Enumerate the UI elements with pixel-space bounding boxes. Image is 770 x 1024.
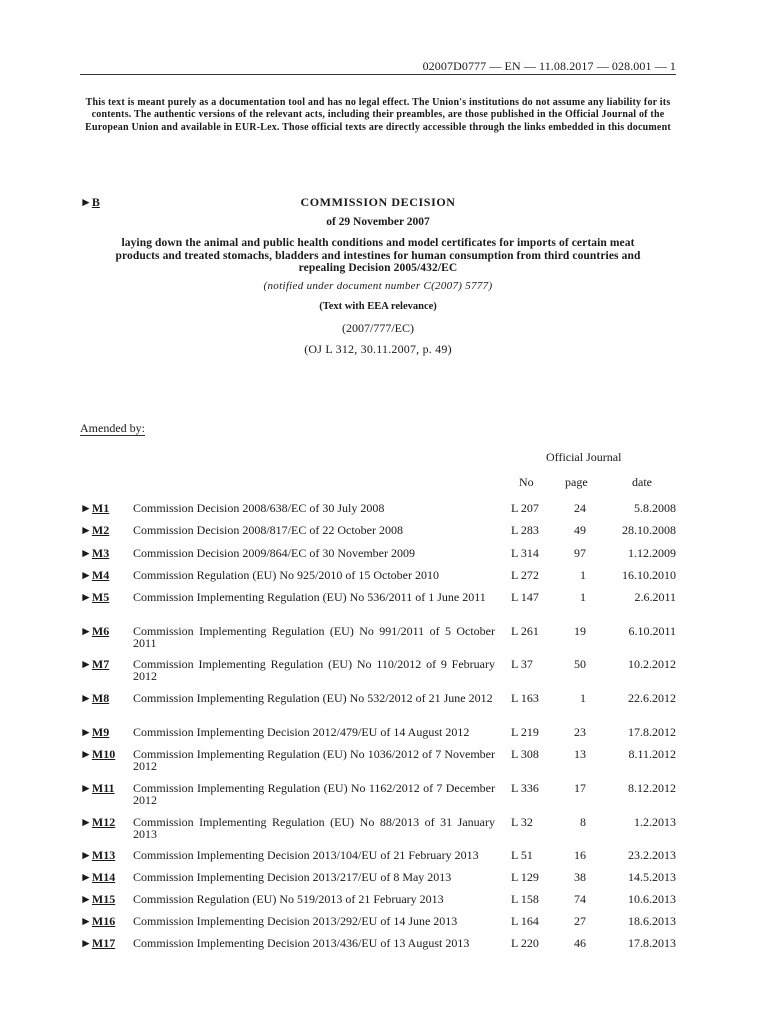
amendment-description: Commission Decision 2008/817/EC of 22 October 2008 xyxy=(133,523,403,537)
oj-page: 74 xyxy=(574,892,586,906)
amendment-link[interactable]: M5 xyxy=(91,590,110,604)
oj-page: 17 xyxy=(574,781,586,795)
arrow-marker-icon: ► xyxy=(80,691,92,705)
official-journal-heading: Official Journal xyxy=(546,450,622,464)
oj-page: 1 xyxy=(580,691,586,705)
oj-date: 10.6.2013 xyxy=(628,892,676,906)
oj-date: 6.10.2011 xyxy=(628,624,676,638)
amendment-marker xyxy=(80,871,115,883)
amendment-description: Commission Implementing Regulation (EU) No 1162/2012 of 7 December 2012 xyxy=(133,781,495,807)
oj-date: 17.8.2012 xyxy=(628,725,676,739)
oj-date: 28.10.2008 xyxy=(622,523,676,537)
amendment-marker xyxy=(80,893,115,905)
arrow-marker-icon: ► xyxy=(80,747,92,761)
oj-number: L 129 xyxy=(511,870,539,884)
amendment-link[interactable]: M10 xyxy=(91,747,116,761)
oj-date: 18.6.2013 xyxy=(628,914,676,928)
arrow-marker-icon: ► xyxy=(80,870,92,884)
amendment-description: Commission Implementing Decision 2013/292/EU of 14 June 2013 xyxy=(133,914,458,928)
oj-date: 23.2.2013 xyxy=(628,848,676,862)
amendment-marker xyxy=(80,625,109,637)
amendment-link[interactable]: M7 xyxy=(91,657,110,671)
column-header-no: No xyxy=(519,475,534,489)
oj-page: 13 xyxy=(574,747,586,761)
amendment-link[interactable]: M12 xyxy=(91,815,116,829)
amendment-marker xyxy=(80,591,109,603)
oj-date: 14.5.2013 xyxy=(628,870,676,884)
arrow-marker-icon: ► xyxy=(80,848,92,862)
amendment-description: Commission Implementing Regulation (EU) No 88/2013 of 31 January 2013 xyxy=(133,815,495,841)
document-title: COMMISSION DECISION xyxy=(300,195,456,209)
oj-number: L 220 xyxy=(511,936,539,950)
amendment-description: Commission Implementing Decision 2013/436/EU of 13 August 2013 xyxy=(133,936,470,950)
notified-note: (notified under document number C(2007) 5777) xyxy=(263,280,493,292)
arrow-marker-icon: ► xyxy=(80,914,92,928)
amendment-link[interactable]: M1 xyxy=(91,501,110,515)
amendment-link[interactable]: M16 xyxy=(91,914,116,928)
amendment-marker xyxy=(80,915,115,927)
amendment-description: Commission Decision 2009/864/EC of 30 November 2009 xyxy=(133,546,415,560)
amendment-marker xyxy=(80,937,115,949)
oj-page: 8 xyxy=(580,815,586,829)
amendment-link[interactable]: M11 xyxy=(91,781,115,795)
arrow-marker-icon: ► xyxy=(80,546,92,560)
oj-date: 2.6.2011 xyxy=(634,590,676,604)
amendment-marker xyxy=(80,658,109,670)
oj-page: 46 xyxy=(574,936,586,950)
disclaimer-text: This text is meant purely as a documentation tool and has no legal effect. The Union's institutions do not assume any liability for its contents. The authentic versions of the relevant acts, including their preambles, are those published in the Official Journal of the European Union and available in EUR-Lex. Those official texts are directly accessible through the links embedded in this document xyxy=(85,97,671,133)
oj-number: L 207 xyxy=(511,501,539,515)
document-subject: laying down the animal and public health conditions and model certificates for imports of certain meat products and treated stomachs, bladders and intestines for human consumption from third countries and repealing Decision 2005/432/EC xyxy=(115,237,641,274)
oj-number: L 32 xyxy=(511,815,533,829)
oj-date: 8.11.2012 xyxy=(628,747,676,761)
amendment-marker xyxy=(80,748,115,760)
oj-page: 49 xyxy=(574,523,586,537)
basic-act-link[interactable]: B xyxy=(91,195,100,209)
amendment-link[interactable]: M14 xyxy=(91,870,116,884)
arrow-marker-icon: ► xyxy=(80,568,92,582)
oj-number: L 37 xyxy=(511,657,533,671)
arrow-marker-icon: ► xyxy=(80,523,92,537)
oj-number: L 283 xyxy=(511,523,539,537)
amendment-marker xyxy=(80,782,115,794)
oj-number: L 158 xyxy=(511,892,539,906)
amendment-marker xyxy=(80,569,109,581)
oj-page: 38 xyxy=(574,870,586,884)
amendment-description: Commission Implementing Decision 2013/104/EU of 21 February 2013 xyxy=(133,848,479,862)
oj-date: 16.10.2010 xyxy=(622,568,676,582)
arrow-marker-icon: ► xyxy=(80,624,92,638)
amendment-link[interactable]: M2 xyxy=(91,523,110,537)
oj-number: L 51 xyxy=(511,848,533,862)
oj-date: 10.2.2012 xyxy=(628,657,676,671)
oj-date: 5.8.2008 xyxy=(634,501,676,515)
amendment-link[interactable]: M6 xyxy=(91,624,110,638)
amendment-link[interactable]: M8 xyxy=(91,691,110,705)
amendment-marker xyxy=(80,692,109,704)
amendment-link[interactable]: M9 xyxy=(91,725,110,739)
arrow-marker-icon: ► xyxy=(80,936,92,950)
amendment-marker xyxy=(80,816,115,828)
oj-page: 50 xyxy=(574,657,586,671)
oj-number: L 219 xyxy=(511,725,539,739)
amendment-marker xyxy=(80,524,109,536)
amendment-description: Commission Implementing Decision 2012/479/EU of 14 August 2012 xyxy=(133,725,470,739)
amendment-description: Commission Regulation (EU) No 519/2013 of 21 February 2013 xyxy=(133,892,444,906)
oj-page: 1 xyxy=(580,590,586,604)
amendment-link[interactable]: M15 xyxy=(91,892,116,906)
oj-date: 8.12.2012 xyxy=(628,781,676,795)
arrow-marker-icon: ► xyxy=(80,815,92,829)
amendment-marker xyxy=(80,547,109,559)
amendment-link[interactable]: M4 xyxy=(91,568,110,582)
oj-page: 97 xyxy=(574,546,586,560)
amendment-link[interactable]: M17 xyxy=(91,936,116,950)
oj-number: L 314 xyxy=(511,546,539,560)
oj-page: 1 xyxy=(580,568,586,582)
arrow-marker-icon: ► xyxy=(80,781,92,795)
arrow-marker-icon: ► xyxy=(80,590,92,604)
oj-number: L 261 xyxy=(511,624,539,638)
document-number: (2007/777/EC) xyxy=(342,321,414,335)
amendment-description: Commission Implementing Regulation (EU) No 536/2011 of 1 June 2011 xyxy=(133,590,486,604)
document-date: of 29 November 2007 xyxy=(326,216,430,228)
oj-page: 24 xyxy=(574,501,586,515)
document-reference-header: 02007D0777 — EN — 11.08.2017 — 028.001 — 1 xyxy=(422,59,676,73)
oj-date: 1.2.2013 xyxy=(634,815,676,829)
amendment-description: Commission Implementing Decision 2013/217/EU of 8 May 2013 xyxy=(133,870,452,884)
oj-page: 27 xyxy=(574,914,586,928)
column-header-date: date xyxy=(632,475,652,489)
oj-date: 17.8.2013 xyxy=(628,936,676,950)
amendment-description: Commission Implementing Regulation (EU) No 532/2012 of 21 June 2012 xyxy=(133,691,493,705)
eea-relevance: (Text with EEA relevance) xyxy=(319,301,437,312)
arrow-marker-icon: ► xyxy=(80,657,92,671)
amended-by-heading: Amended by: xyxy=(80,421,145,435)
oj-number: L 163 xyxy=(511,691,539,705)
oj-page: 19 xyxy=(574,624,586,638)
oj-number: L 147 xyxy=(511,590,539,604)
oj-date: 22.6.2012 xyxy=(628,691,676,705)
oj-number: L 164 xyxy=(511,914,539,928)
oj-number: L 272 xyxy=(511,568,539,582)
oj-page: 16 xyxy=(574,848,586,862)
oj-page: 23 xyxy=(574,725,586,739)
arrow-marker-icon: ► xyxy=(80,501,92,515)
arrow-marker-icon: ► xyxy=(80,195,92,209)
amendment-link[interactable]: M3 xyxy=(91,546,110,560)
oj-date: 1.12.2009 xyxy=(628,546,676,560)
amendment-marker xyxy=(80,726,109,738)
amendment-marker xyxy=(80,502,109,514)
amendment-description: Commission Decision 2008/638/EC of 30 July 2008 xyxy=(133,501,385,515)
amendment-link[interactable]: M13 xyxy=(91,848,116,862)
amendment-description: Commission Implementing Regulation (EU) No 110/2012 of 9 February 2012 xyxy=(133,657,495,683)
oj-number: L 308 xyxy=(511,747,539,761)
amendment-marker xyxy=(80,849,115,861)
arrow-marker-icon: ► xyxy=(80,725,92,739)
amendment-description: Commission Implementing Regulation (EU) No 1036/2012 of 7 November 2012 xyxy=(133,747,495,773)
official-journal-reference: (OJ L 312, 30.11.2007, p. 49) xyxy=(304,342,452,356)
oj-number: L 336 xyxy=(511,781,539,795)
arrow-marker-icon: ► xyxy=(80,892,92,906)
column-header-page: page xyxy=(565,475,588,489)
amendment-description: Commission Regulation (EU) No 925/2010 of 15 October 2010 xyxy=(133,568,439,582)
amendment-description: Commission Implementing Regulation (EU) No 991/2011 of 5 October 2011 xyxy=(133,624,495,650)
